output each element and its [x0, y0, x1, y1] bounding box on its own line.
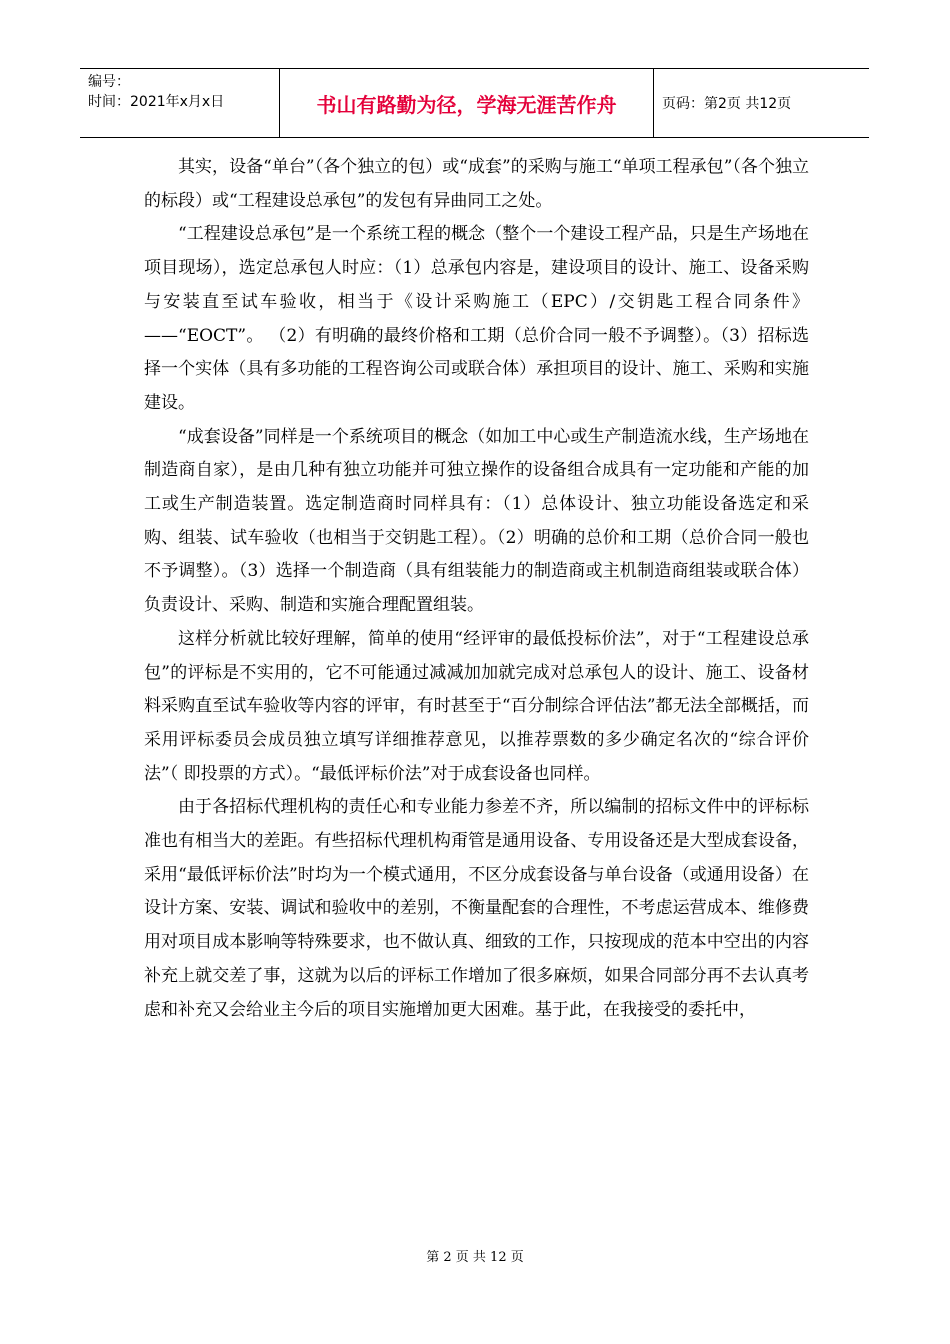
- paragraph: “成套设备”同样是一个系统项目的概念（如加工中心或生产制造流水线，生产场地在制造商自家），是由几种有独立功能并可独立操作的设备组合成具有一定功能和产能的加工或生产制造装置。选定制造商时同样具有：（1）总体设计、独立功能设备选定和采购、组装、试车验收（也相当于交钥匙工程）。（2）明确的总价和工期（总价合同一般也不予调整）。（3）选择一个制造商（具有组装能力的制造商或主机制造商组装或联合体）负责设计、采购、制造和实施合理配置组装。: [144, 426, 809, 616]
- header-page-info: 页码：第2页 共12页: [662, 96, 792, 112]
- page-header: [80, 68, 869, 138]
- document-number-label: 编号：: [88, 74, 130, 90]
- document-body: [144, 151, 809, 1027]
- paragraph: 其实，设备“单台”（各个独立的包）或“成套”的采购与施工“单项工程承包”（各个独立的标段）或“工程建设总承包”的发包有异曲同工之处。: [144, 157, 809, 211]
- document-date: 时间：2021年x月x日: [88, 94, 225, 110]
- paragraph: “工程建设总承包”是一个系统工程的概念（整个一个建设工程产品，只是生产场地在项目现场），选定总承包人时应：（1）总承包内容是，建设项目的设计、施工、设备采购与安装直至试车验收，相当于《设计采购施工（EPC）/交钥匙工程合同条件》——“EOCT”。 （2）有明确的最终价格和工期（总价合同一般不予调整）。（3）招标选择一个实体（具有多功能的工程咨询公司或联合体）承担项目的设计、施工、采购和实施建设。: [144, 224, 809, 413]
- paragraph: 由于各招标代理机构的责任心和专业能力参差不齐，所以编制的招标文件中的评标标准也有相当大的差距。有些招标代理机构甭管是通用设备、专用设备还是大型成套设备，采用“最低评标价法”时均为一个模式通用，不区分成套设备与单台设备（或通用设备）在设计方案、安装、调试和验收中的差别，不衡量配套的合理性，不考虑运营成本、维修费用对项目成本影响等特殊要求，也不做认真、细致的工作，只按现成的范本中空出的内容补充上就交差了事，这就为以后的评标工作增加了很多麻烦，如果合同部分再不去认真考虑和补充又会给业主今后的项目实施增加更大困难。基于此，在我接受的委托中，: [144, 797, 809, 1020]
- header-meta: [80, 69, 280, 137]
- paragraph: 这样分析就比较好理解，简单的使用“经评审的最低投标价法”，对于“工程建设总承包”的评标是不实用的，它不可能通过减减加加就完成对总承包人的设计、施工、设备材料采购直至试车验收等内容的评审，有时甚至于“百分制综合评估法”都无法全部概括，而采用评标委员会成员独立填写详细推荐意见，以推荐票数的多少确定名次的“综合评价法”（ 即投票的方式）。“最低评标价法”对于成套设备也同样。: [144, 628, 809, 784]
- header-motto: 书山有路勤为径，学海无涯苦作舟: [280, 69, 654, 137]
- page-footer: 第 2 页 共 12 页: [426, 1250, 524, 1265]
